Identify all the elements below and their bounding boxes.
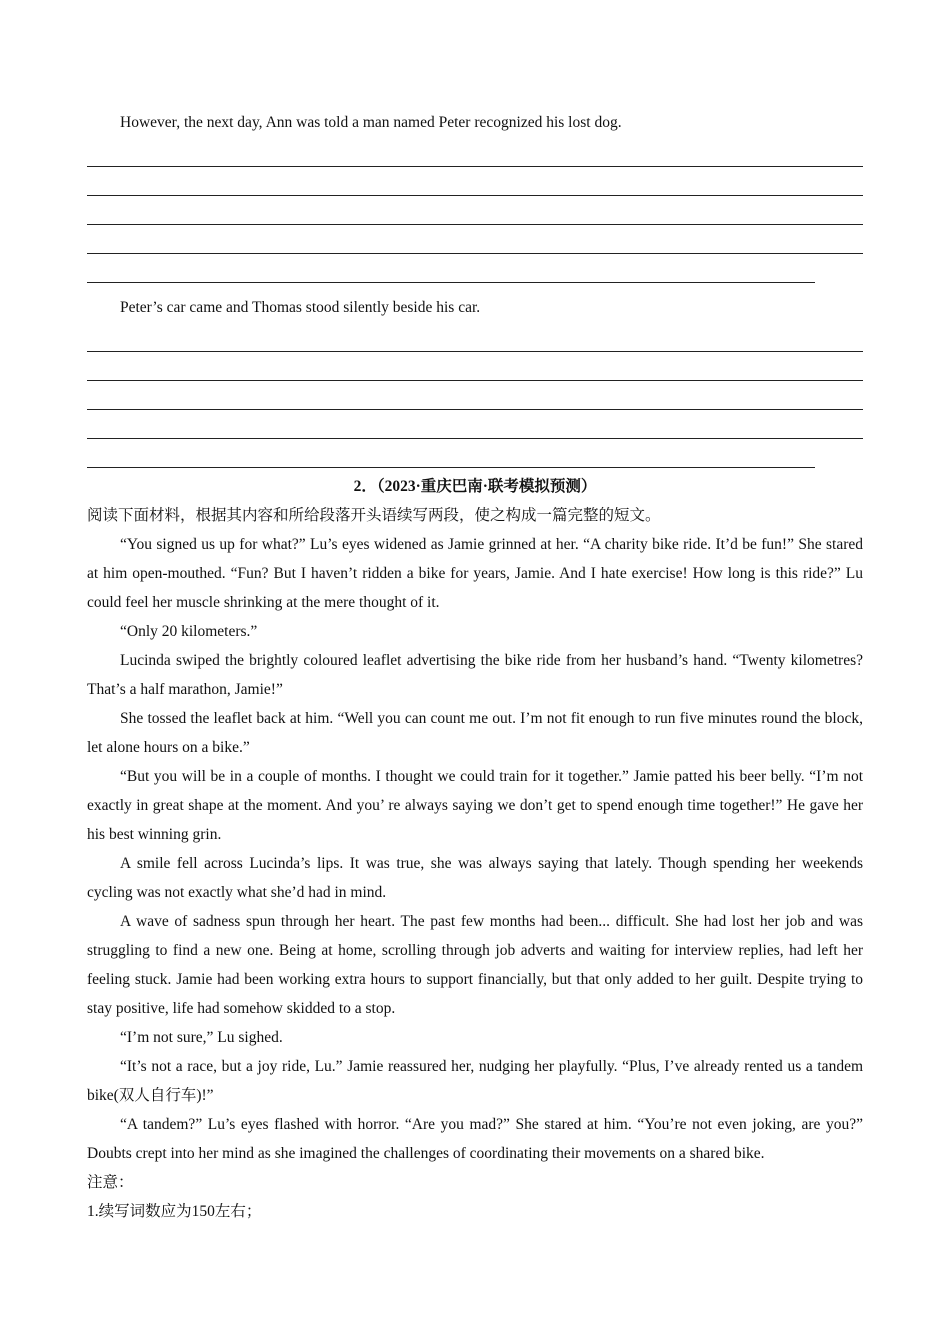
answer-line[interactable]	[87, 225, 863, 254]
story-paragraph: A wave of sadness spun through her heart. The past few months had been... difficult. She had lost her job and was struggling to find a new one. Being at home, scrolling through job adverts and waiting for interview replies, had left her feeling stuck. Jamie had been working extra hours to support financially, but that only added to her guilt. Despite trying to stay positive, life had somehow skidded to a stop.	[87, 913, 863, 1017]
story-paragraph: “But you will be in a couple of months. I thought we could train for it together.” Jamie patted his beer belly. “I’m not exactly in great shape at the moment. And you’ re always saying we don’t get to spend enough time together!” He gave her his best winning grin.	[87, 768, 863, 843]
page-content	[87, 108, 863, 1226]
answer-line[interactable]	[87, 143, 863, 167]
note-label: 注意：	[87, 1174, 134, 1191]
story-paragraph: “A tandem?” Lu’s eyes flashed with horror. “Are you mad?” She stared at him. “You’re not even joking, are you?” Doubts crept into her mind as she imagined the challenges of coordinating their movements on a shared bike.	[87, 1116, 863, 1162]
story-paragraph: “You signed us up for what?” Lu’s eyes widened as Jamie grinned at her. “A charity bike ride. It’d be fun!” She stared at him open-mouthed. “Fun? But I haven’t ridden a bike for years, Jamie. And I hate exercise! How long is this ride?” Lu could feel her muscle shrinking at the mere thought of it.	[87, 536, 863, 611]
story-paragraph: Lucinda swiped the brightly coloured leaflet advertising the bike ride from her husband’s hand. “Twenty kilometres? That’s a half marathon, Jamie!”	[87, 652, 863, 698]
note-item: 1.续写词数应为150左右；	[87, 1203, 262, 1220]
story-paragraph: “Only 20 kilometers.”	[120, 623, 258, 640]
answer-line[interactable]	[87, 328, 863, 352]
answer-line[interactable]	[87, 167, 863, 196]
question-heading: 2．（2023·重庆巴南·联考模拟预测）	[353, 478, 597, 495]
answer-line[interactable]	[87, 410, 863, 439]
answer-lines-b	[87, 328, 863, 468]
story-paragraph: She tossed the leaflet back at him. “Well you can count me out. I’m not fit enough to run five minutes round the block, let alone hours on a bike.”	[87, 710, 863, 756]
answer-line[interactable]	[87, 381, 863, 410]
answer-lines-a	[87, 143, 863, 283]
story-paragraph: “I’m not sure,” Lu sighed.	[120, 1029, 283, 1046]
answer-line[interactable]	[87, 352, 863, 381]
answer-line[interactable]	[87, 254, 815, 283]
story-paragraph: A smile fell across Lucinda’s lips. It was true, she was always saying that lately. Though spending her weekends cycling was not exactly what she’d had in mind.	[87, 855, 863, 901]
question-instruction: 阅读下面材料，根据其内容和所给段落开头语续写两段，使之构成一篇完整的短文。	[87, 507, 661, 524]
continuation-prompt-b: Peter’s car came and Thomas stood silently beside his car.	[120, 299, 481, 316]
answer-line[interactable]	[87, 196, 863, 225]
continuation-prompt-a: However, the next day, Ann was told a man named Peter recognized his lost dog.	[120, 114, 622, 131]
answer-line[interactable]	[87, 439, 815, 468]
story-paragraph: “It’s not a race, but a joy ride, Lu.” Jamie reassured her, nudging her playfully. “Plus, I’ve already rented us a tandem bike(双人自行车)!”	[87, 1058, 863, 1104]
